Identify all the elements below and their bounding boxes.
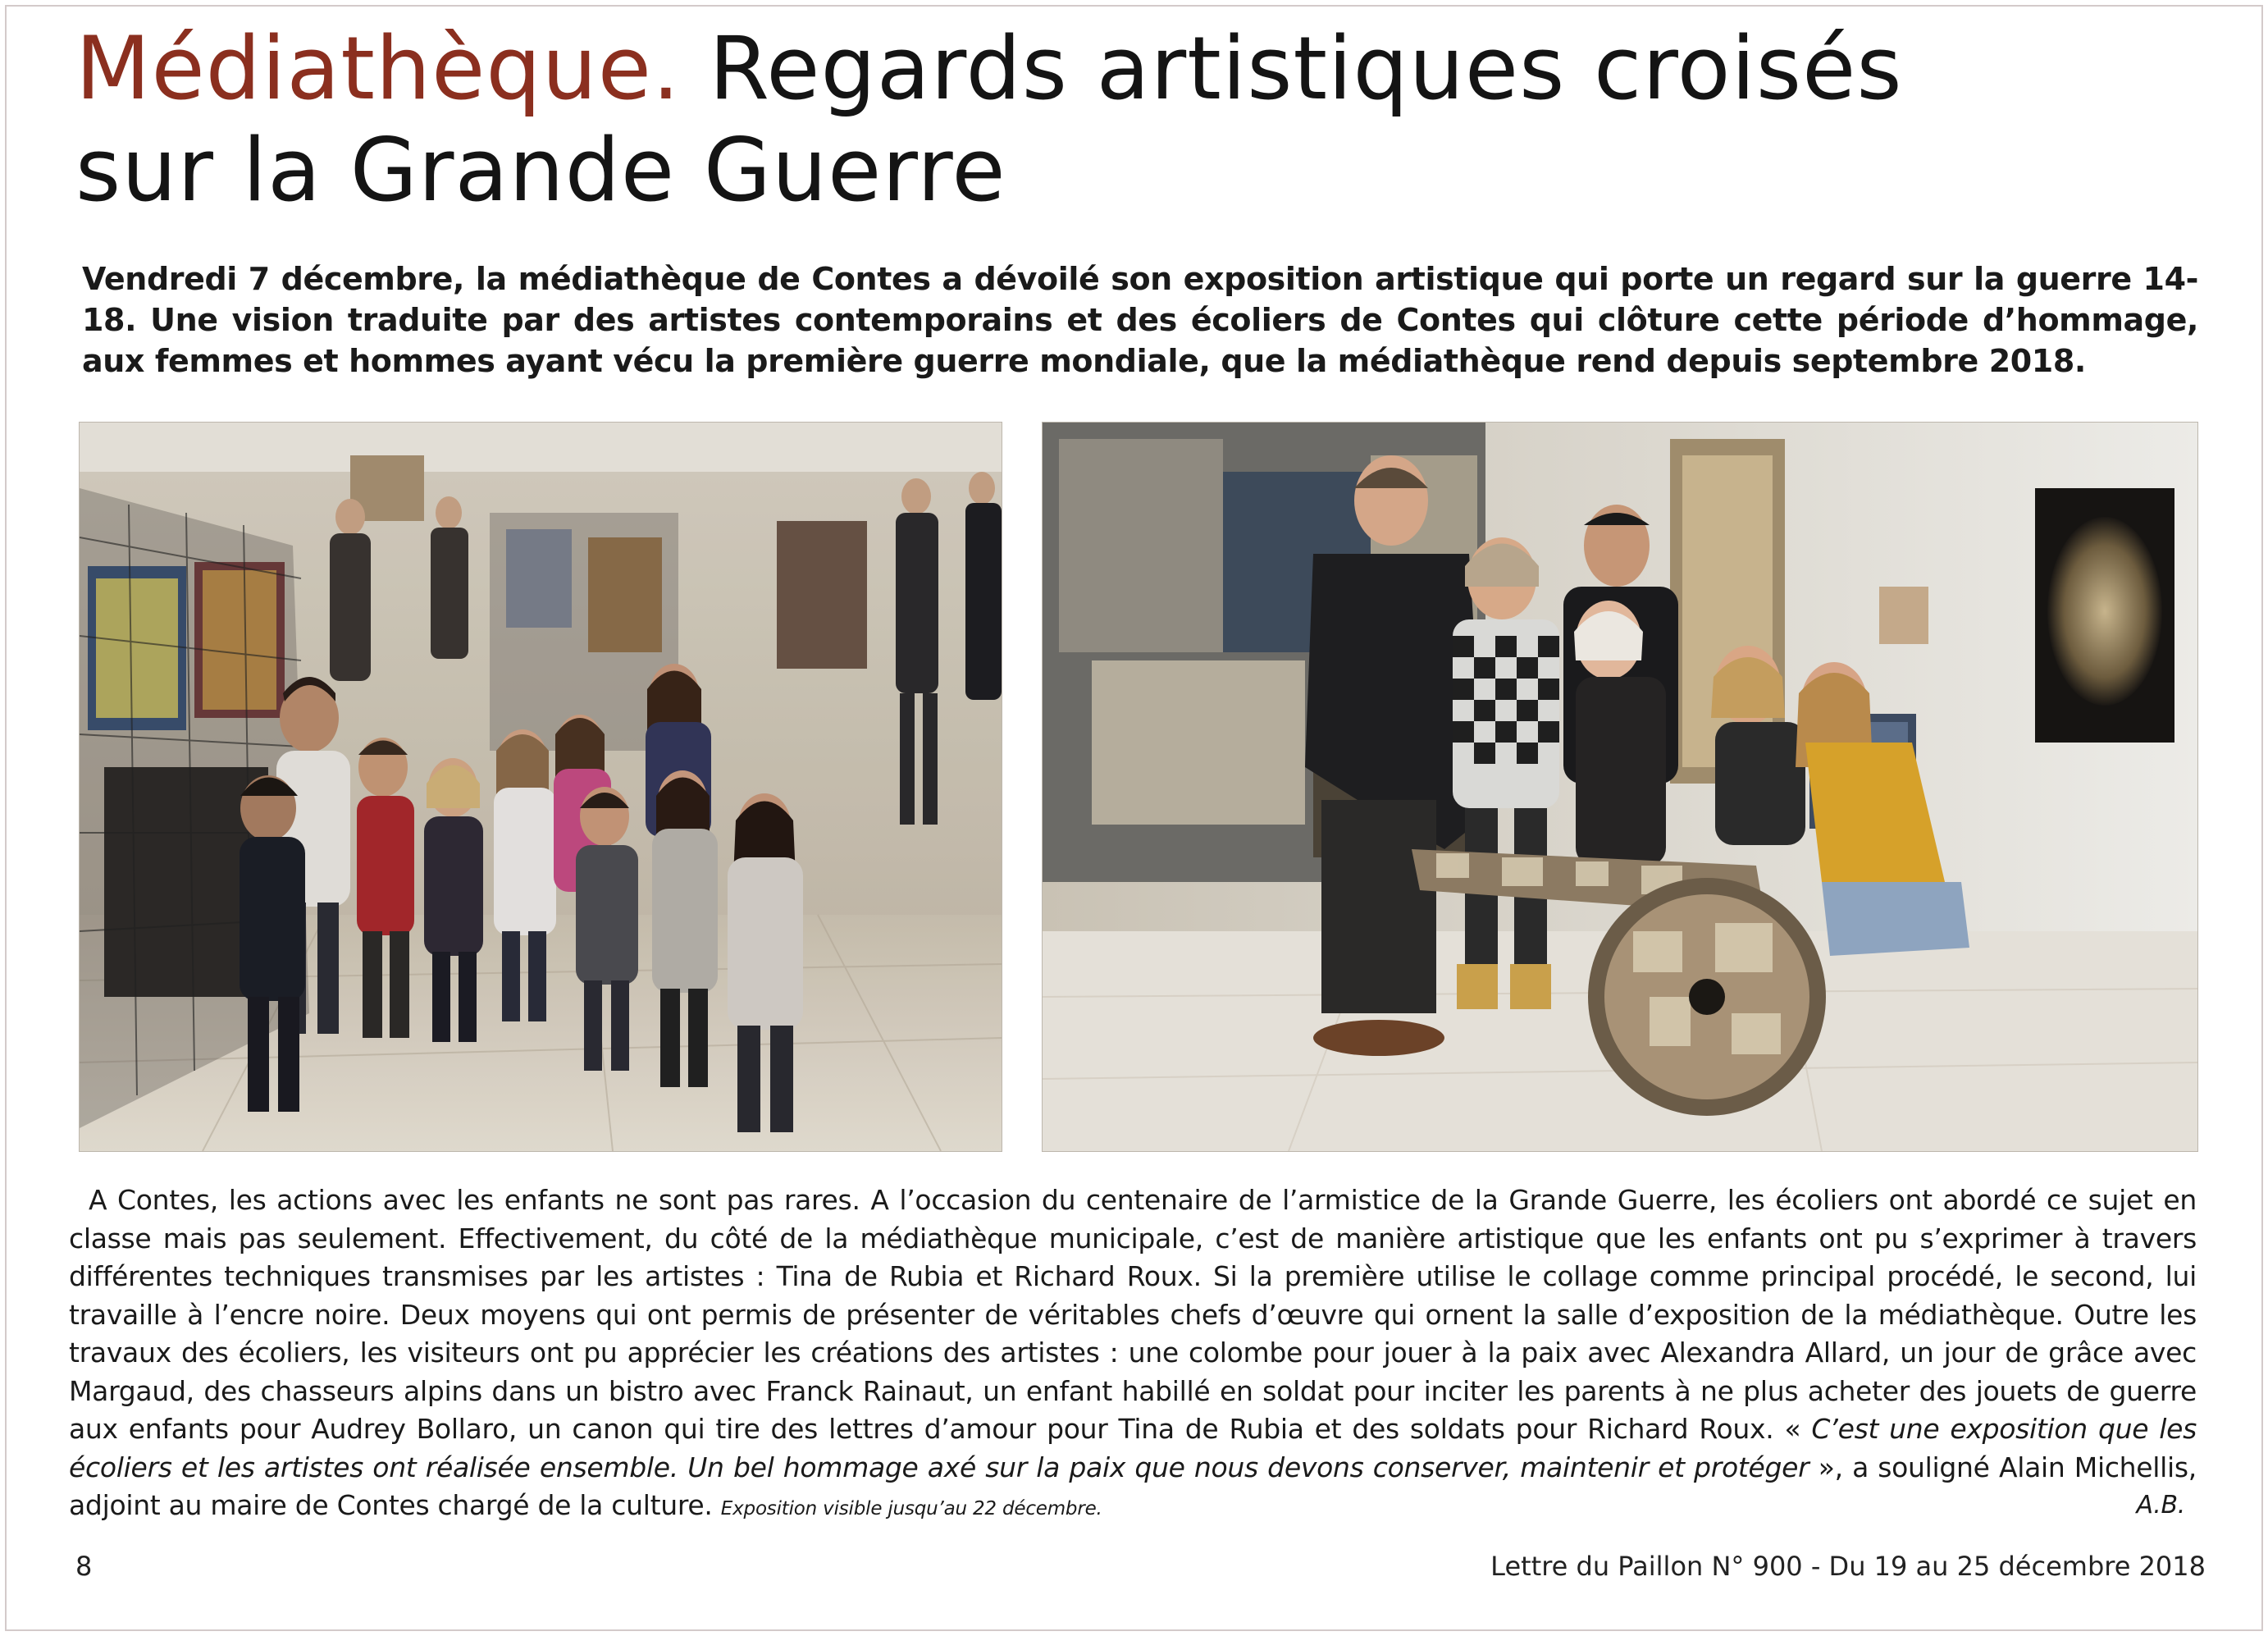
page-number: 8 [75,1551,93,1582]
body-quote: C’est une exposition que les écoliers et les artistes ont réalisée ensemble. Un bel hommage axé sur la paix que nous devons conserver, maintenir et protéger [69,1413,2197,1483]
body-paragraph-end: », a souligné Alain Michellis, adjoint au maire de Contes chargé de la culture. [69,1451,2197,1521]
photo-children-exhibition [79,422,1002,1152]
body-paragraph: A Contes, les actions avec les enfants ne sont pas rares. A l’occasion du centenaire de l’armistice de la Grande Guerre, les écoliers ont abordé ce sujet en classe mais pas seulement. Effectivement, du côté de la médiathèque municipale, c’est de manière artistique que les enfants ont pu s’exprimer à travers différentes techniques transmises par les artistes : Tina de Rubia et Richard Roux. Si la première utilise le collage comme principal procédé, le second, lui travaille à l’encre noire. Deux moyens qui ont permis de présenter de véritables chefs d’œuvre qui ornent la salle d’exposition de la médiathèque. Outre les travaux des écoliers, les visiteurs ont pu apprécier les créations des artistes : une colombe pour jouer à la paix avec Alexandra Allard, un jour de grâce avec Margaud, des chasseurs alpins dans un bistro avec Franck Rainaut, un enfant habillé en soldat pour inciter les parents à ne plus acheter des jouets de guerre aux enfants pour Audrey Bollaro, un canon qui tire des lettres d’amour pour Tina de Rubia et des soldats pour Richard Roux. « [69,1184,2197,1445]
photo-artists-with-cannon [1042,422,2198,1152]
article-lead: Vendredi 7 décembre, la médiathèque de Contes a dévoilé son exposition artistique qui porte un regard sur la guerre 14-18. Une vision traduite par des artistes contemporains et des écoliers de Contes qui clôture cette période d’hommage, aux femmes et hommes ayant vécu la première guerre mondiale, que la médiathèque rend depuis septembre 2018. [82,261,2198,379]
title-rubric: Médiathèque. [75,18,681,119]
title-headline-line1: Regards artistiques croisés [709,18,1903,119]
author-signature: A.B. [2136,1491,2185,1519]
publication-info: Lettre du Paillon N° 900 - Du 19 au 25 décembre 2018 [1490,1551,2206,1582]
article-title [75,18,2208,222]
title-headline-line2: sur la Grande Guerre [75,120,1006,221]
article-body [69,1181,2197,1529]
exhibition-note: Exposition visible jusqu’au 22 décembre. [720,1498,1102,1519]
